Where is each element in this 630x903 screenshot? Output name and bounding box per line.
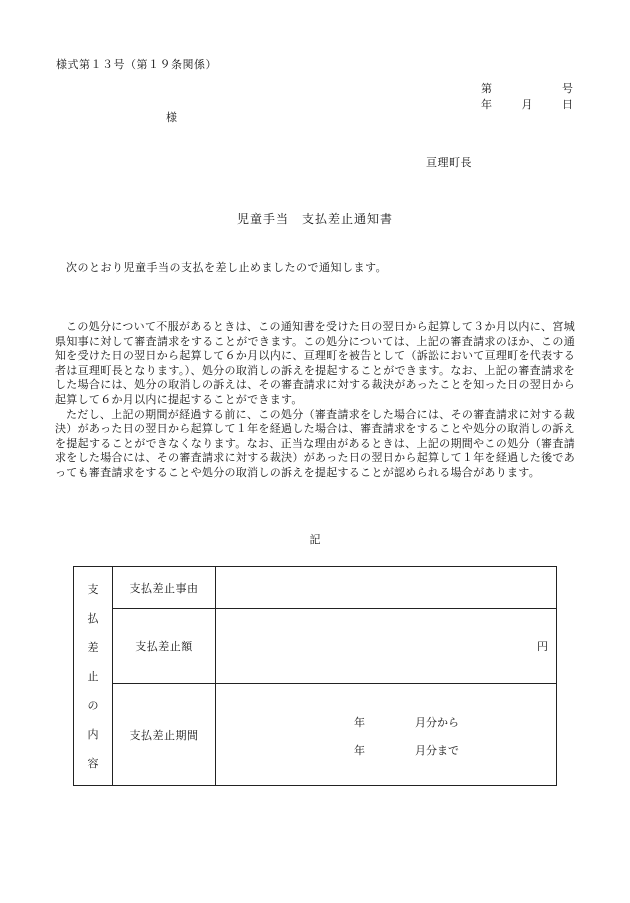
reason-label: 支払差止事由 — [113, 567, 216, 609]
side-heading — [74, 567, 113, 786]
addressee-suffix: 様 — [166, 111, 177, 124]
period-to-month: 月分まで — [415, 744, 459, 757]
period-to-year: 年 — [354, 744, 365, 757]
ki-heading: 記 — [309, 533, 321, 546]
side-char: 支 — [87, 582, 99, 596]
issuer: 亘理町長 — [426, 156, 472, 169]
reason-field[interactable] — [216, 567, 557, 609]
date-month: 月 — [521, 98, 533, 111]
appeal-notice — [55, 320, 575, 481]
issue-date — [481, 96, 573, 112]
number-label-go: 号 — [562, 82, 573, 95]
document-title: 児童手当 支払差止通知書 — [236, 212, 393, 226]
period-from-month: 月分から — [415, 716, 459, 729]
period-label: 支払差止期間 — [113, 684, 216, 786]
side-char: 差 — [87, 640, 99, 654]
date-year: 年 — [481, 98, 492, 111]
notice-paragraph-2: ただし、上記の期間が経過する前に、この処分（審査請求をした場合には、その審査請求に対する裁決）があった日の翌日から起算して１年を経過した場合は、審査請求をすることや処分の取消しの訴えを提起することができなくなります。なお、正当な理由があるときは、上記の期間やこの処分（審査請求をした場合には、その審査請求に対する裁決）があった日の翌日から起算して１年を経過した後であっても審査請求をすることや処分の取消しの訴えを提起することが認められる場合があります。 — [55, 407, 575, 479]
amount-field[interactable] — [216, 609, 557, 684]
period-field[interactable] — [216, 684, 557, 786]
notice-paragraph-1: この処分について不服があるときは、この通知書を受けた日の翌日から起算して３か月以内に、宮城県知事に対して審査請求をすることができます。この処分については、上記の審査請求のほか、この通知を受けた日の翌日から起算して６か月以内に、亘理町を被告として（訴訟において亘理町を代表する者は亘理町長となります。）、処分の取消しの訴えを提起することができます。なお、上記の審査請求をした場合には、処分の取消しの訴えは、その審査請求に対する裁決があったことを知った日の翌日から起算して６か月以内に提起することができます。 — [55, 320, 575, 406]
form-number: 様式第１３号（第１９条関係） — [56, 58, 217, 71]
number-label-dai: 第 — [481, 82, 492, 95]
amount-label: 支払差止額 — [113, 609, 216, 684]
side-char: の — [87, 698, 99, 712]
side-char: 内 — [87, 727, 99, 741]
side-char: 止 — [87, 669, 99, 683]
suspension-details-table — [73, 566, 557, 786]
period-to — [354, 742, 459, 758]
date-day: 日 — [562, 98, 573, 111]
period-from-year: 年 — [354, 716, 365, 729]
document-number — [481, 80, 573, 96]
intro-text: 次のとおり児童手当の支払を差し止めましたので通知します。 — [66, 261, 388, 274]
side-char: 払 — [87, 611, 99, 625]
yen-unit: 円 — [537, 640, 548, 653]
period-from — [354, 714, 459, 730]
side-char: 容 — [87, 756, 99, 770]
